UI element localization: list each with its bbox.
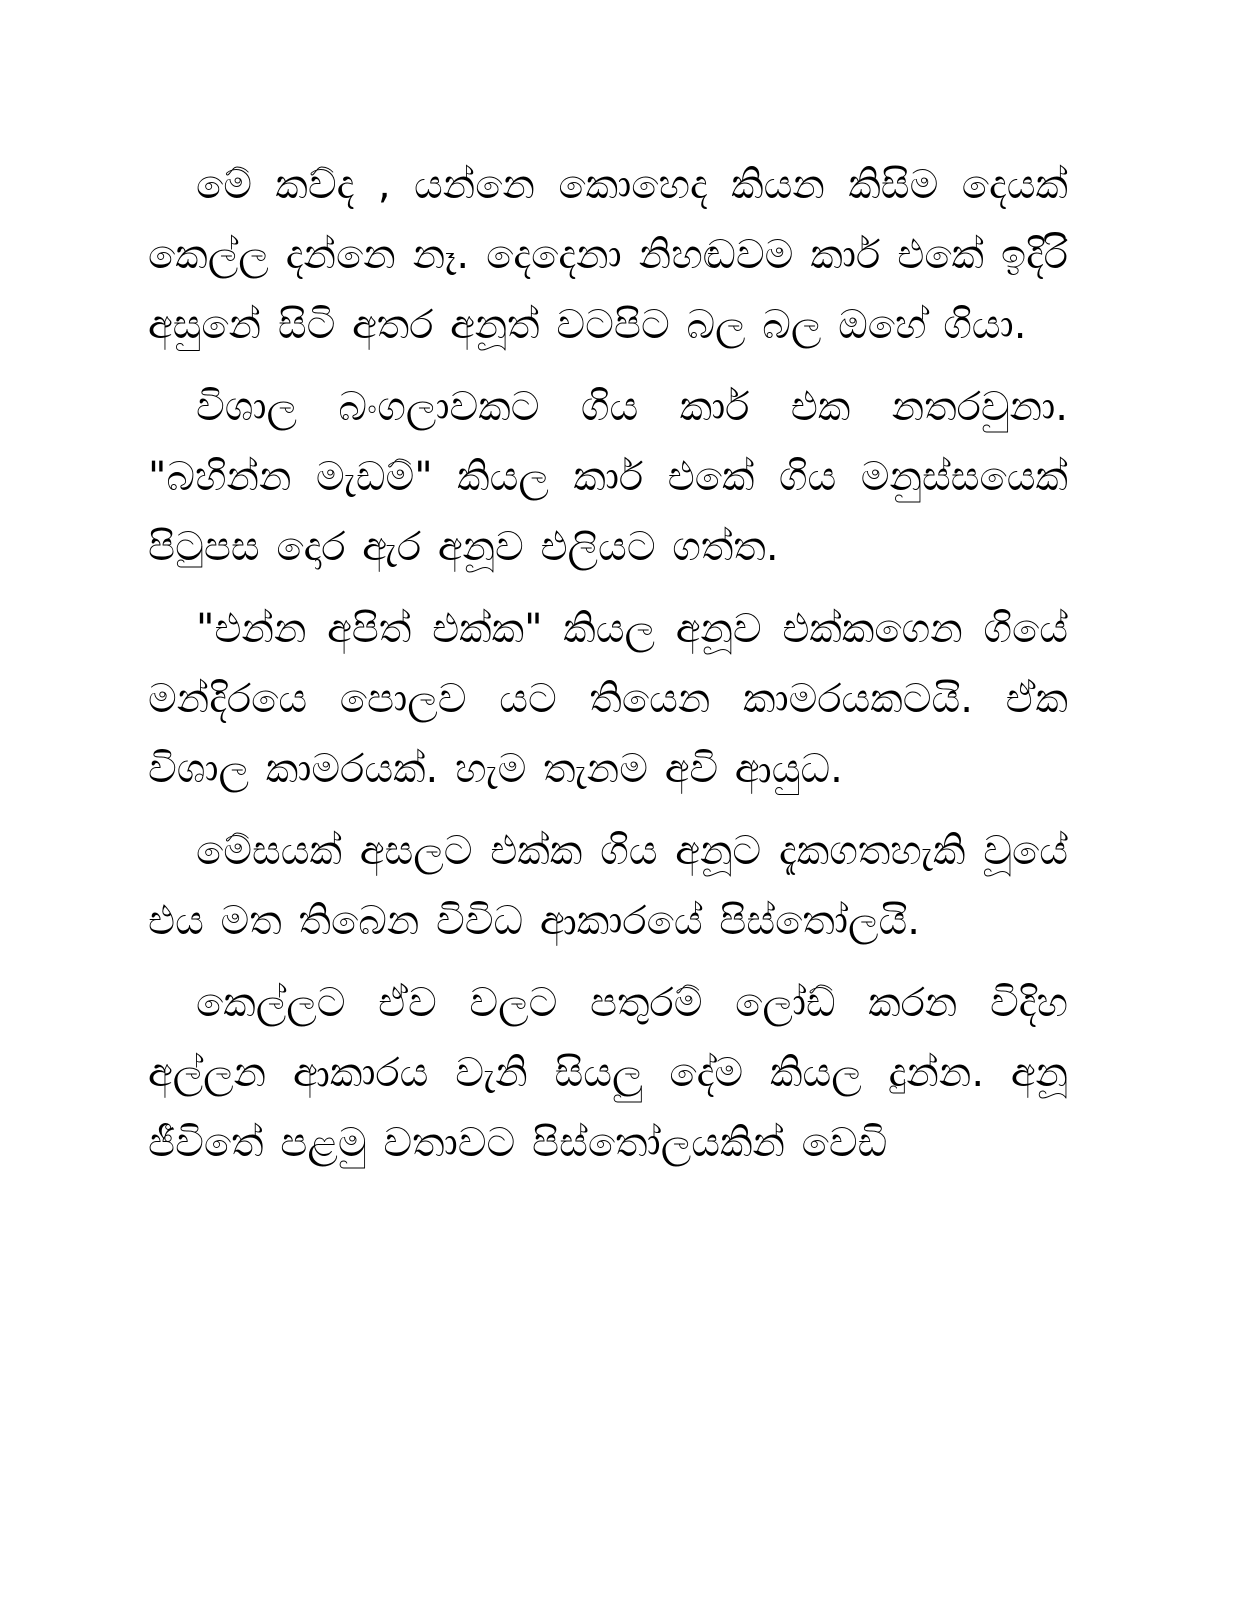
- paragraph-4: මේසයක් අසලට එක්ක ගිය අනූට දැකගතහැකි වූයේ එය මත තිබෙන විවිධ ආකාරයේ පිස්තෝලයි.: [148, 828, 1068, 944]
- body-text: [148, 150, 1068, 1190]
- paragraph-2: විශාල බංගලාවකට ගිය කාර් එක නතරවුනා. "බහින්න මැඩම්" කියල කාර් එකේ ගිය මනුස්සයෙක් පිටුපස දොර ඇර අනූව එලියට ගත්ත.: [148, 384, 1068, 570]
- paragraph-1: මේ කව්ද , යන්නෙ කොහෙද කියන කිසිම දෙයක් කෙල්ල දන්නෙ නෑ. දෙදෙනා නිහඬවම කාර් එකේ ඉදිරි අසුනේ සිටි අතර අනූත් වටපිට බල බල ඔහේ ගියා.: [148, 162, 1068, 348]
- paragraph-3: "එන්න අපිත් එක්ක" කියල අනූව එක්කගෙන ගියේ මන්දිරයෙ පොලව යට තියෙන කාමරයකටයි. ඒක විශාල කාමරයක්. හැම තැනම අවි ආයුධ.: [148, 606, 1068, 792]
- paragraph-5: කෙල්ලට ඒව වලට පතුරම් ලෝඩ් කරන විදිහ අල්ලන ආකාරය වැනි සියලු දේම කියල දුන්න. අනූ ජීවිතේ පළමු වතාවට පිස්තෝලයකින් වෙඩි: [148, 980, 1068, 1166]
